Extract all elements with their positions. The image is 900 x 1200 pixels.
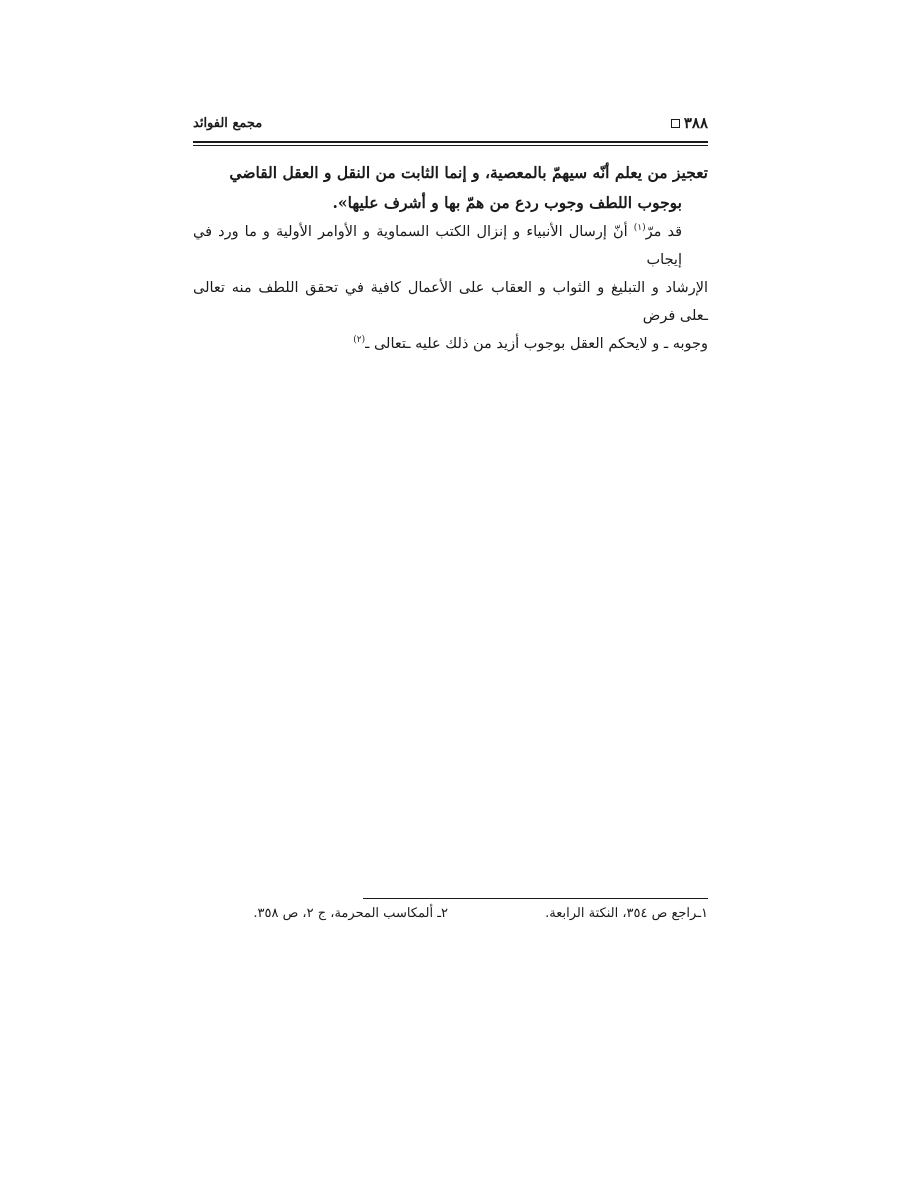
main-text [193, 158, 708, 358]
paragraph-line-3-text: وجوبه ـ و لايحكم العقل بوجوب أزيد من ذلك عليه ـتعالى ـ [365, 336, 708, 352]
footnote-ref-1[interactable]: (١) [633, 223, 646, 234]
paragraph-line-2: الإرشاد و التبليغ و الثواب و العقاب على الأعمال كافية في تحقق اللطف منه تعالى ـعلى فرض [193, 280, 708, 324]
footnote-separator [363, 898, 708, 899]
footnotes [193, 906, 708, 930]
header-rule-thin [193, 145, 708, 146]
header-rule-thick [193, 141, 708, 143]
paragraph-line-1-start: قد مرّ [645, 224, 683, 240]
paragraph-line-1 [193, 218, 708, 274]
footnote-2: ٢ـ ألمكاسب المحرمة، ج ٢، ص ٣٥٨. [253, 906, 448, 921]
paragraph-line-3 [193, 330, 708, 358]
page-header [193, 112, 708, 138]
quote-line-2: بوجوب اللطف وجوب ردع من همّ بها و أشرف عليها». [332, 193, 682, 212]
footnote-1: ١ـراجع ص ٣٥٤، النكتة الرابعة. [545, 906, 708, 921]
running-title: مجمع الفوائد [193, 116, 263, 131]
page-number-block [671, 114, 708, 132]
quote-line-1: تعجيز من يعلم أنّه سيهمّ بالمعصية، و إنما الثابت من النقل و العقل القاضي [229, 163, 708, 182]
page-number: ٣٨٨ [683, 114, 708, 132]
footnote-ref-2[interactable]: (٢) [353, 335, 366, 346]
paragraph-line-1-rest: أنّ إرسال الأنبياء و إنزال الكتب السماوية و الأوامر الأولية و ما ورد في إيجاب [193, 224, 682, 268]
square-outline-icon [671, 119, 680, 128]
